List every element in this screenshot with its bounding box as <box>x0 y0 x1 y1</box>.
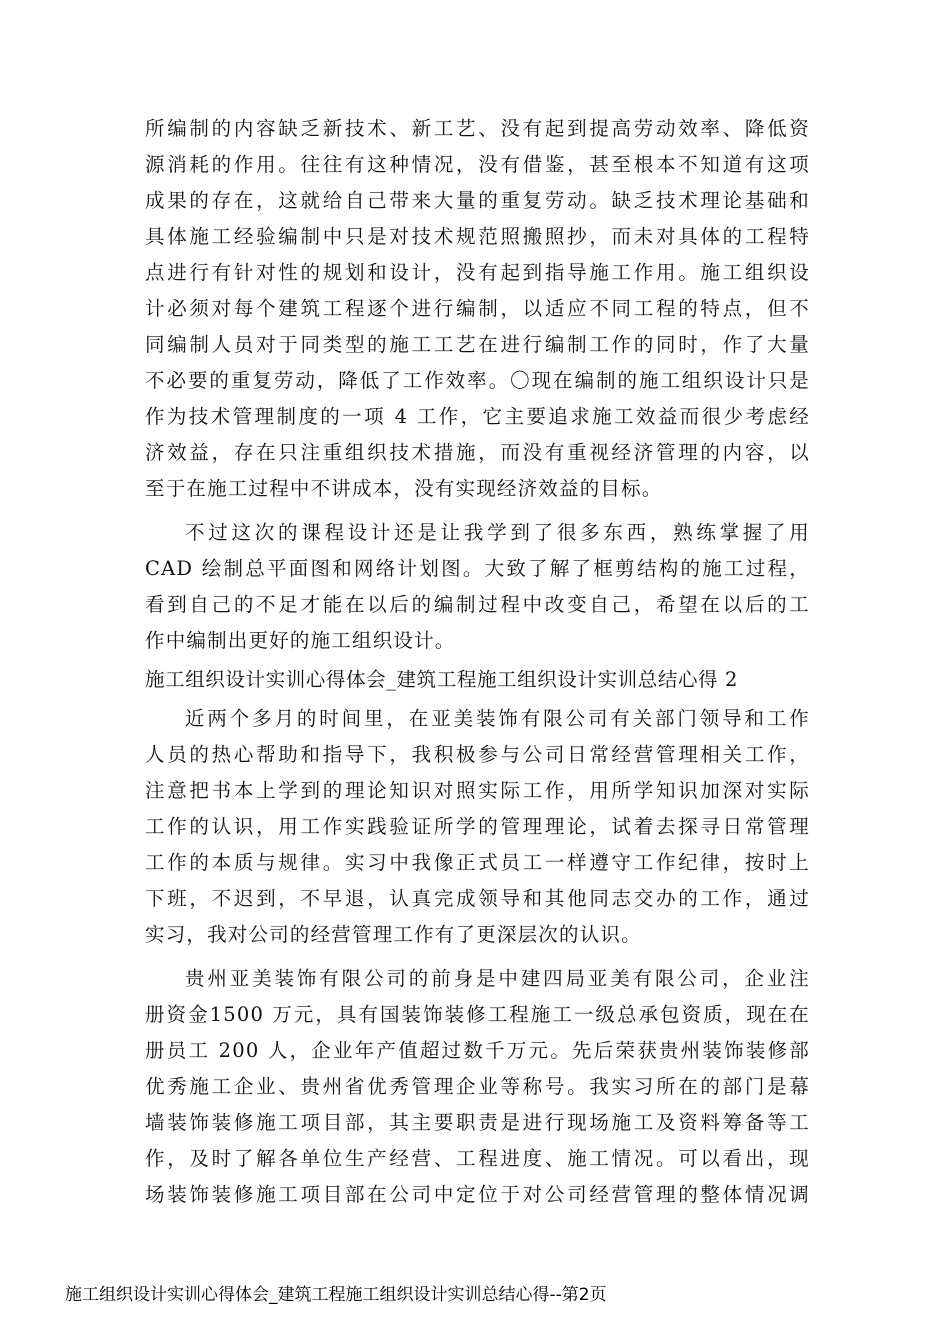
text-line: 工作的认识，用工作实践验证所学的管理理论，试着去探寻日常管理 <box>145 815 810 838</box>
text-line: 不必要的重复劳动，降低了工作效率。〇现在编制的施工组织设计只是 <box>145 369 810 392</box>
text-line: 所编制的内容缺乏新技术、新工艺、没有起到提高劳动效率、降低资 <box>145 117 810 140</box>
text-line: 人员的热心帮助和指导下，我积极参与公司日常经营管理相关工作， <box>145 743 810 766</box>
text-line: 成果的存在，这就给自己带来大量的重复劳动。缺乏技术理论基础和 <box>145 189 810 212</box>
text-line: 册资金1500 万元，具有国装饰装修工程施工一级总承包资质，现在在 <box>145 1003 810 1026</box>
text-line: 至于在施工过程中不讲成本，没有实现经济效益的目标。 <box>145 477 663 500</box>
text-line: 作为技术管理制度的一项 4 工作，它主要追求施工效益而很少考虑经 <box>145 405 810 428</box>
text-line: 点进行有针对性的规划和设计，没有起到指导施工作用。施工组织设 <box>145 261 810 284</box>
text-line: 作中编制出更好的施工组织设计。 <box>145 629 456 652</box>
text-line: 场装饰装修施工项目部在公司中定位于对公司经营管理的整体情况调 <box>145 1183 810 1206</box>
text-line: 墙装饰装修施工项目部，其主要职责是进行现场施工及资料筹备等工 <box>145 1111 810 1134</box>
text-line: 册员工 200 人，企业年产值超过数千万元。先后荣获贵州装饰装修部 <box>145 1039 810 1062</box>
text-line: 源消耗的作用。往往有这种情况，没有借鉴，甚至根本不知道有这项 <box>145 153 810 176</box>
text-line: 实习，我对公司的经营管理工作有了更深层次的认识。 <box>145 923 642 946</box>
text-line: 同编制人员对于同类型的施工工艺在进行编制工作的同时，作了大量 <box>145 333 810 356</box>
text-line: CAD 绘制总平面图和网络计划图。大致了解了框剪结构的施工过程， <box>145 557 810 580</box>
section-heading: 施工组织设计实训心得体会_建筑工程施工组织设计实训总结心得 2 <box>145 668 738 691</box>
text-line: 优秀施工企业、贵州省优秀管理企业等称号。我实习所在的部门是幕 <box>145 1075 810 1098</box>
text-line: 济效益，存在只注重组织技术措施，而没有重视经济管理的内容，以 <box>145 441 810 464</box>
text-line: 注意把书本上学到的理论知识对照实际工作，用所学知识加深对实际 <box>145 779 810 802</box>
text-line: 不过这次的课程设计还是让我学到了很多东西，熟练掌握了用 <box>185 521 810 544</box>
text-line: 作，及时了解各单位生产经营、工程进度、施工情况。可以看出，现 <box>145 1147 810 1170</box>
text-line: 计必须对每个建筑工程逐个进行编制，以适应不同工程的特点，但不 <box>145 297 810 320</box>
text-line: 工作的本质与规律。实习中我像正式员工一样遵守工作纪律，按时上 <box>145 851 810 874</box>
text-line: 看到自己的不足才能在以后的编制过程中改变自己，希望在以后的工 <box>145 593 810 616</box>
text-line: 具体施工经验编制中只是对技术规范照搬照抄，而未对具体的工程特 <box>145 225 810 248</box>
page-footer: 施工组织设计实训心得体会_建筑工程施工组织设计实训总结心得--第2页 <box>65 1285 607 1305</box>
text-line: 下班，不迟到，不早退，认真完成领导和其他同志交办的工作，通过 <box>145 887 810 910</box>
text-line: 贵州亚美装饰有限公司的前身是中建四局亚美有限公司，企业注 <box>185 967 810 990</box>
text-line: 近两个多月的时间里，在亚美装饰有限公司有关部门领导和工作 <box>185 707 810 730</box>
